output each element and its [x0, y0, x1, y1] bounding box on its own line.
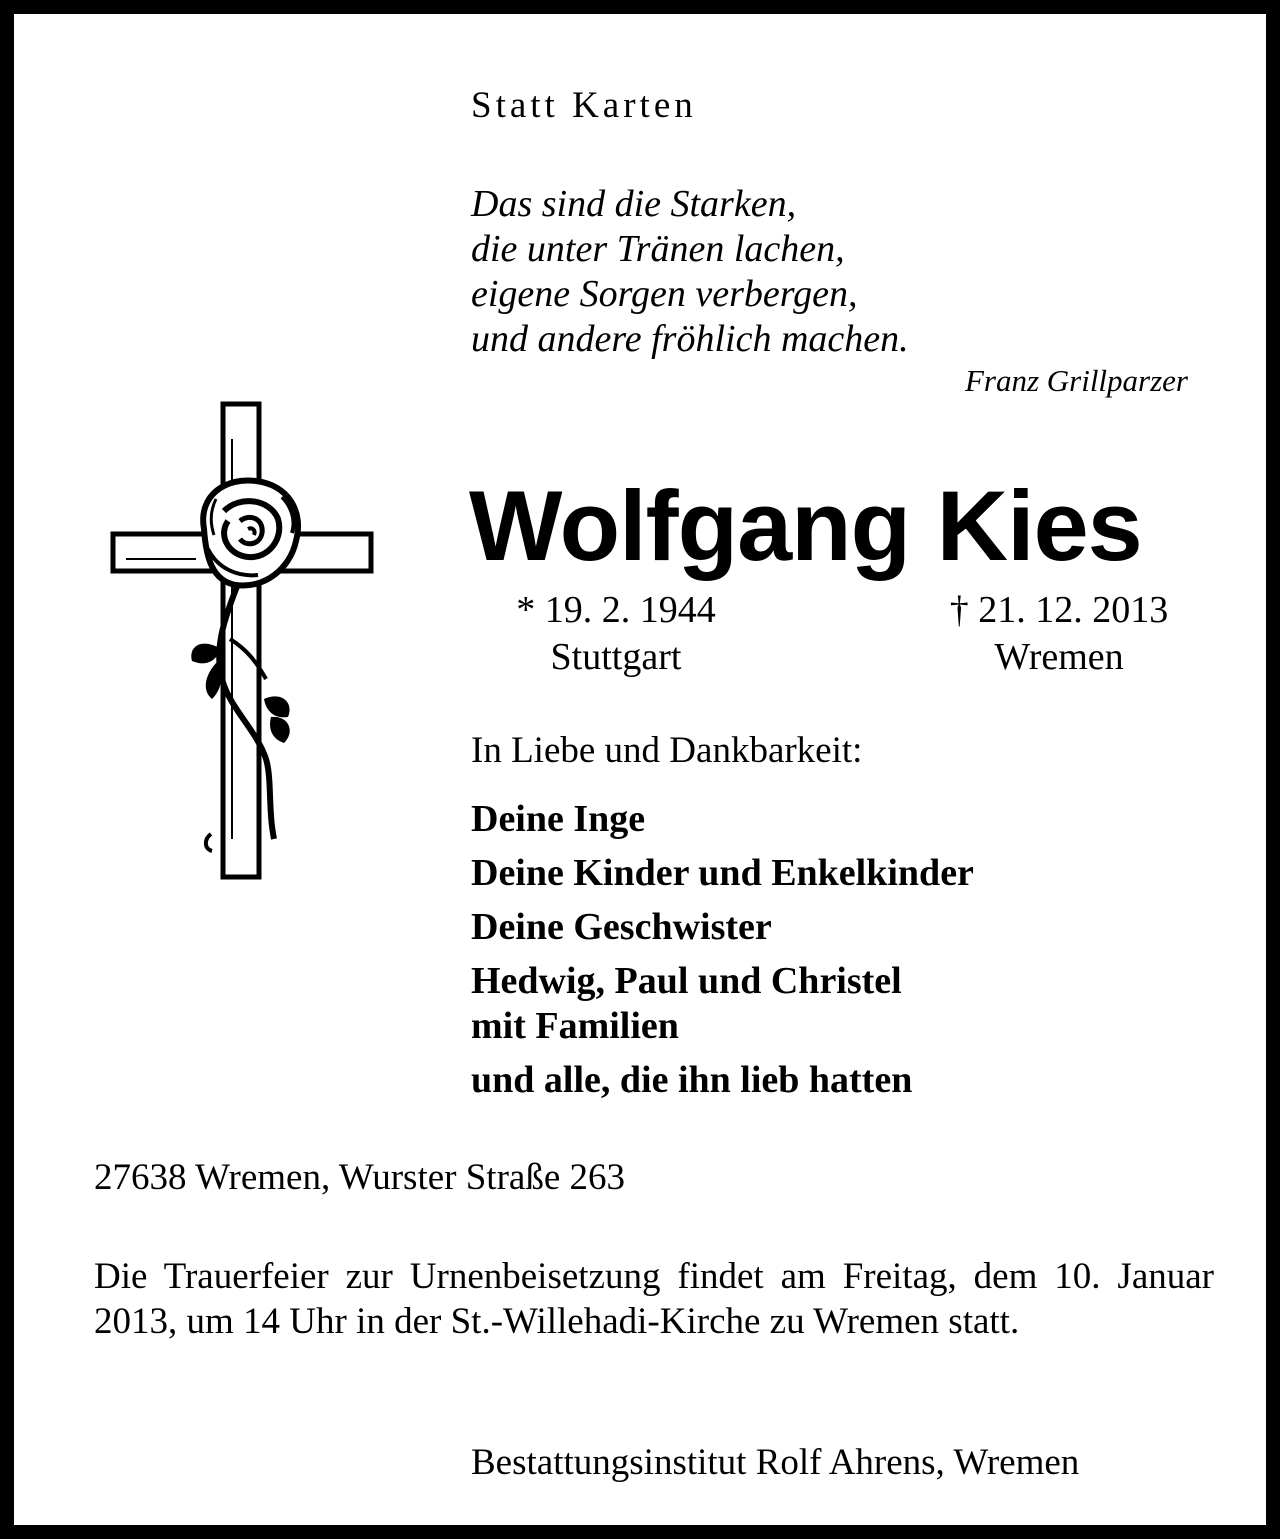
mourner-line: und alle, die ihn lieb hatten: [471, 1059, 913, 1101]
poem-line: eigene Sorgen verbergen,: [471, 273, 858, 315]
death-place: Wremen: [994, 636, 1124, 678]
poem-line: und andere fröhlich machen.: [471, 318, 909, 360]
header-statt-karten: Statt Karten: [471, 85, 697, 126]
service-notice: Die Trauerfeier zur Urnenbeisetzung findet am Freitag, dem 10. Januar 2013, um 14 Uhr in der St.-Willehadi-Kirche zu Wremen statt.: [94, 1256, 1214, 1342]
mourner-line: Deine Inge: [471, 798, 646, 840]
birth-date: * 19. 2. 1944: [516, 589, 716, 631]
mourners-list: [471, 797, 974, 1112]
funeral-home: Bestattungsinstitut Rolf Ahrens, Wremen: [471, 1442, 1080, 1483]
cross-with-rose-icon: [106, 399, 381, 884]
mourner-line: mit Familien: [471, 1005, 679, 1047]
poem-line: Das sind die Starken,: [471, 183, 797, 225]
death-info: [932, 587, 1186, 681]
poem-author: Franz Grillparzer: [964, 363, 1188, 398]
mourner-line: Hedwig, Paul und Christel: [471, 960, 902, 1002]
address: 27638 Wremen, Wurster Straße 263: [94, 1157, 626, 1198]
poem: [471, 182, 909, 362]
death-date: † 21. 12. 2013: [949, 589, 1169, 631]
poem-line: die unter Tränen lachen,: [471, 228, 845, 270]
mourner-line: Deine Geschwister: [471, 906, 772, 948]
birth-info: [501, 587, 731, 681]
mourner-line: Deine Kinder und Enkelkinder: [471, 852, 974, 894]
birth-place: Stuttgart: [550, 636, 682, 678]
dedication: In Liebe und Dankbarkeit:: [471, 730, 863, 771]
deceased-name: Wolfgang Kies: [469, 470, 1142, 581]
